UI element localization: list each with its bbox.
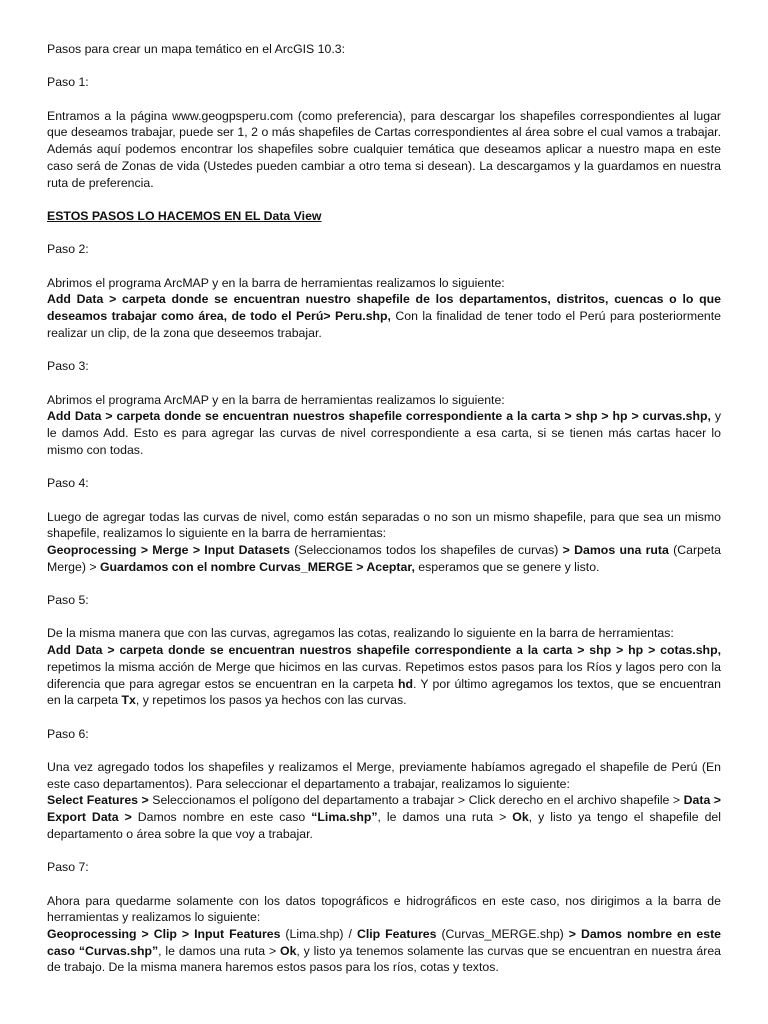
paso-5-text-1: repetimos la misma acción de Merge que hicimos en las curvas. Repetimos estos pasos para los Ríos y lagos pero con la diferencia que para agregar estos se encuentran en la carpeta <box>47 659 721 691</box>
paso-2-text <box>47 291 721 341</box>
paso-6-text-1: Seleccionamos el polígono del departamento a trabajar > Click derecho en el archivo shapefile > <box>148 793 684 808</box>
paso-7-text <box>47 926 721 976</box>
paso-1-text: Entramos a la página www.geogpsperu.com (como preferencia), para descargar los shapefiles correspondientes al lugar que deseamos trabajar, puede ser 1, 2 o más shapefiles de Cartas correspondientes al área sobre el cual vamos a trabajar. Además aquí podemos encontrar los shapefiles sobre cualquier temática que deseamos aplicar a nuestro mapa en este caso será de Zonas de vida (Ustedes pueden cambiar a otro tema si desean). La descargamos y la guardamos en nuestra ruta de preferencia. <box>47 108 721 190</box>
paso-4-text-1: (Seleccionamos todos los shapefiles de curvas) <box>289 542 563 557</box>
paso-4-text <box>47 542 721 575</box>
paso-7-heading: Paso 7: <box>47 860 89 875</box>
paso-7-bold-2: Clip Features <box>356 927 437 942</box>
paso-3-text <box>47 408 721 458</box>
paso-2-intro: Abrimos el programa ArcMAP y en la barra de herramientas realizamos lo siguiente: <box>47 275 505 290</box>
paso-6-text-3: , le damos una ruta > <box>377 810 513 825</box>
section-heading-text: ESTOS PASOS LO HACEMOS EN EL Data View <box>47 208 322 223</box>
paso-2-heading: Paso 2: <box>47 242 89 257</box>
paso-5-bold-2: hd <box>397 676 413 691</box>
paso-7-text-3: , le damos una ruta > <box>158 943 281 958</box>
paso-5-text-3: , y repetimos los pasos ya hechos con las curvas. <box>135 693 407 708</box>
paso-2-bold: Add Data > carpeta donde se encuentran nuestro shapefile de los departamentos, distritos, cuencas o lo que deseamos trabajar como área, de todo el Perú> Peru.shp, <box>47 292 721 324</box>
document-page <box>47 41 721 976</box>
paso-7-bold-3: > Damos nombre en este caso “Curvas.shp” <box>47 927 722 958</box>
paso-6-text-4: , y listo ya tengo el shapefile del departamento o área sobre la que voy a trabajar. <box>47 810 721 841</box>
paso-5-intro: De la misma manera que con las curvas, agregamos las cotas, realizando lo siguiente en la barra de herramientas: <box>47 626 674 641</box>
paso-6-bold-3: “Lima.shp” <box>311 810 378 825</box>
paso-3-intro: Abrimos el programa ArcMAP y en la barra de herramientas realizamos lo siguiente: <box>47 392 505 407</box>
paso-4-intro: Luego de agregar todas las curvas de nivel, como están separadas o no son un mismo shapefile, para que sea un mismo shapefile, realizamos lo siguiente en la barra de herramientas: <box>47 509 721 541</box>
paso-5-text <box>47 642 721 709</box>
paso-7-text-4: , y listo ya tenemos solamente las curvas que se encuentran en nuestra área de trabajo. De la misma manera haremos estos pasos para los ríos, cotas y textos. <box>47 943 722 975</box>
paso-6-bold-4: Ok <box>512 810 529 825</box>
paso-4-bold-1: Geoprocessing > Merge > Input Datasets <box>47 542 290 557</box>
paso-6-bold-1: Select Features > <box>47 793 149 808</box>
paso-7-intro: Ahora para quedarme solamente con los datos topográficos e hidrográficos en este caso, nos dirigimos a la barra de herramientas y realizamos lo siguiente: <box>47 893 721 925</box>
paso-7-bold-1: Geoprocessing > Clip > Input Features <box>47 927 281 942</box>
paso-6-heading: Paso 6: <box>47 726 89 741</box>
paso-7-text-1: (Lima.shp) / <box>280 927 357 942</box>
paso-4-text-2: (Carpeta Merge) > <box>47 542 722 574</box>
paso-4-heading: Paso 4: <box>47 476 89 491</box>
document-title: Pasos para crear un mapa temático en el ArcGIS 10.3: <box>47 42 346 56</box>
paso-4-bold-2: > Damos una ruta <box>562 542 669 557</box>
paso-1-heading: Paso 1: <box>47 75 89 90</box>
paso-3-bold: Add Data > carpeta donde se encuentran nuestros shapefile correspondiente a la carta > shp > hp > curvas.shp, <box>47 409 711 424</box>
paso-5-heading: Paso 5: <box>47 593 89 608</box>
paso-4-bold-3: Guardamos con el nombre Curvas_MERGE > Aceptar, <box>99 559 415 574</box>
paso-5-bold-3: Tx <box>121 693 136 708</box>
paso-6-bold-2: Data > Export Data > <box>47 793 721 825</box>
paso-4-text-3: esperamos que se genere y listo. <box>414 559 600 574</box>
paso-7-text-2: (Curvas_MERGE.shp) <box>436 927 569 942</box>
paso-3-heading: Paso 3: <box>47 359 89 374</box>
paso-6-intro: Una vez agregado todos los shapefiles y realizamos el Merge, previamente habíamos agregado el shapefile de Perú (En este caso departamentos). Para seleccionar el departamento a trabajar, realizamos lo siguiente: <box>47 760 721 791</box>
paso-7-bold-4: Ok <box>280 943 297 958</box>
paso-3-rest: y le damos Add. Esto es para agregar las curvas de nivel correspondiente a esa carta, si se tienen más cartas hacer lo mismo con todas. <box>47 409 721 457</box>
section-heading <box>47 208 721 225</box>
paso-5-bold-1: Add Data > carpeta donde se encuentran nuestros shapefile correspondiente a la carta > shp > hp > cotas.shp, <box>47 643 721 658</box>
paso-2-rest: Con la finalidad de tener todo el Perú para posteriormente realizar un clip, de la zona que deseemos trabajar. <box>47 309 721 340</box>
paso-6-text <box>47 792 721 842</box>
paso-5-text-2: . Y por último agregamos los textos, que se encuentran en la carpeta <box>47 676 721 708</box>
paso-6-text-2: Damos nombre en este caso <box>131 810 312 825</box>
